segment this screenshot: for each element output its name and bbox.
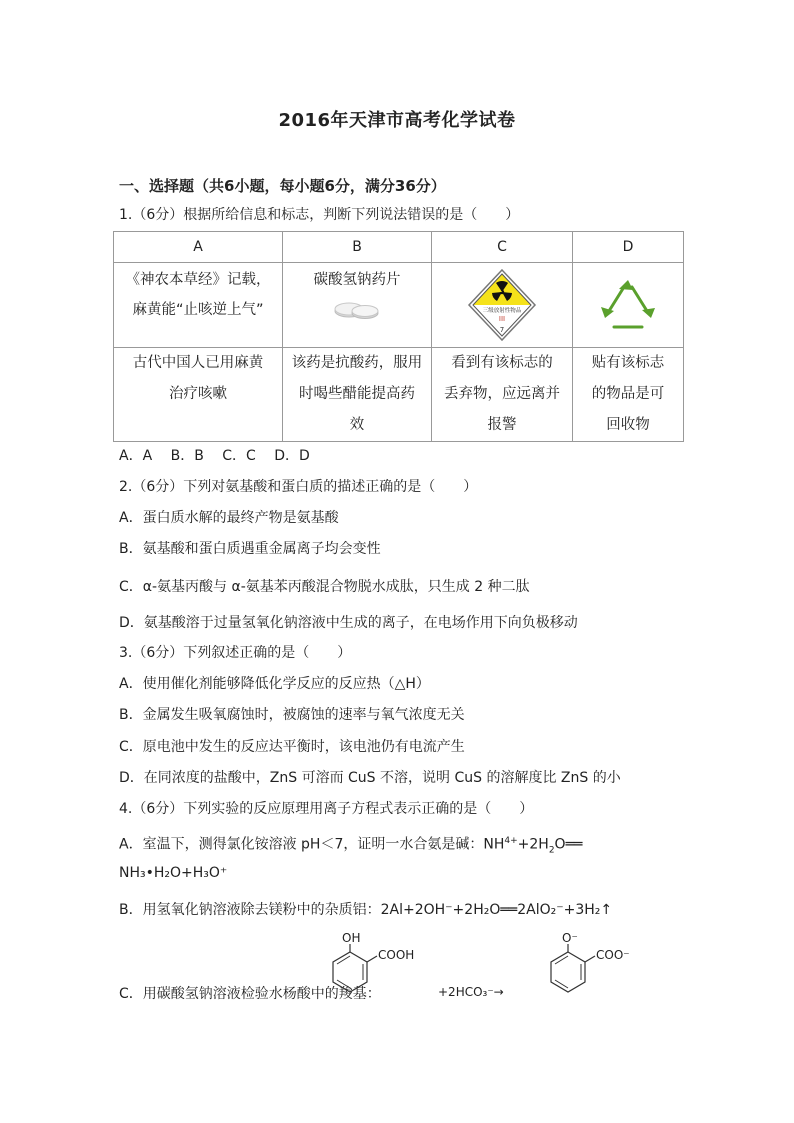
q4-option-a-text: A．室温下，测得氯化铵溶液 pH＜7，证明一水合氨是碱： xyxy=(119,836,484,853)
q4-option-a-eq-sub: 2 xyxy=(548,845,555,856)
cell-b-info xyxy=(283,263,432,348)
q3-option-b: B．金属发生吸氧腐蚀时，被腐蚀的速率与氧气浓度无关 xyxy=(119,707,465,723)
cell-c-c-line2: 丢弃物，应远离并 xyxy=(444,386,560,402)
header-c: C xyxy=(432,232,573,263)
cell-a-c-line1: 古代中国人已用麻黄 xyxy=(132,355,264,371)
page-title: 2016年天津市高考化学试卷 xyxy=(278,110,516,131)
q4-option-a-eq-3: O══ xyxy=(554,836,583,853)
cell-b-conclusion xyxy=(283,348,432,442)
sign-class-roman: III xyxy=(498,315,506,323)
cooh-label: COOH xyxy=(378,948,415,962)
q4-option-b-eq: 2Al+2OH⁻+2H₂O══2AlO₂⁻+3H₂↑ xyxy=(380,902,613,918)
q3-option-c: C．原电池中发生的反应达平衡时，该电池仍有电流产生 xyxy=(119,739,465,755)
q4-option-a-eq-2: +2H xyxy=(517,836,549,853)
o-minus-label: O⁻ xyxy=(562,931,578,945)
q2-option-b: B．氨基酸和蛋白质遇重金属离子均会变性 xyxy=(119,541,381,557)
q4-option-c-text: C．用碳酸氢钠溶液检验水杨酸中的羧基： xyxy=(119,986,381,1002)
cell-b-c-line1: 该药是抗酸药，服用 xyxy=(291,355,423,371)
q1-answer-choices: A．A B．B C．C D．D xyxy=(119,448,310,464)
header-a: A xyxy=(114,232,283,263)
cell-d-c-line1: 贴有该标志 xyxy=(591,355,665,371)
cell-a-line2: 麻黄能“止咳逆上气” xyxy=(132,302,264,318)
recycle-icon xyxy=(597,277,659,335)
coo-minus-label: COO⁻ xyxy=(596,948,630,962)
cell-c-conclusion xyxy=(432,348,573,442)
sign-text: 三级放射性物品 xyxy=(482,308,522,314)
q1-option-table xyxy=(113,231,684,442)
header-b: B xyxy=(283,232,432,263)
cell-c-c-line3: 报警 xyxy=(487,417,517,433)
cell-a-info xyxy=(114,263,283,348)
q3-option-a: A．使用催化剂能够降低化学反应的反应热（△H） xyxy=(119,676,430,692)
cell-c-c-line1: 看到有该标志的 xyxy=(451,355,553,371)
cell-a-c-line2: 治疗咳嗽 xyxy=(169,386,227,402)
tablet-pills-icon xyxy=(327,295,387,325)
q2-stem: 2.（6分）下列对氨基酸和蛋白质的描述正确的是（ ） xyxy=(119,479,478,495)
q4-option-a-cont: NH₃•H₂O+H₃O⁺ xyxy=(119,865,228,881)
q1-stem: 1.（6分）根据所给信息和标志，判断下列说法错误的是（ ） xyxy=(119,207,520,223)
q4-option-a-eq-1: NH xyxy=(483,836,505,853)
radioactive-warning-sign-icon xyxy=(467,268,537,342)
q3-stem: 3.（6分）下列叙述正确的是（ ） xyxy=(119,645,352,661)
cell-b-c-line2: 时喝些醋能提高药 xyxy=(299,386,415,402)
q4-option-b-text: B．用氢氧化钠溶液除去镁粉中的杂质铝： xyxy=(119,902,381,918)
oh-label: OH xyxy=(342,931,361,945)
section-heading: 一、选择题（共6小题，每小题6分，满分36分） xyxy=(119,177,446,195)
q4-option-c xyxy=(119,930,719,1000)
q4-option-a-eq-sup: 4+ xyxy=(504,836,518,846)
cell-d-conclusion xyxy=(573,348,684,442)
cell-a-conclusion xyxy=(114,348,283,442)
q2-option-a: A．蛋白质水解的最终产物是氨基酸 xyxy=(119,510,339,526)
cell-d-c-line2: 的物品是可 xyxy=(591,386,665,402)
cell-b-c-line3: 效 xyxy=(349,417,365,433)
cell-d-info xyxy=(573,263,684,348)
header-d: D xyxy=(573,232,684,263)
q4-stem: 4.（6分）下列实验的反应原理用离子方程式表示正确的是（ ） xyxy=(119,801,534,817)
q4-option-a xyxy=(119,831,675,860)
q3-option-d: D．在同浓度的盐酸中，ZnS 可溶而 CuS 不溶，说明 CuS 的溶解度比 ZnS 的小 xyxy=(119,770,621,786)
q2-option-c: C．α-氨基丙酸与 α-氨基苯丙酸混合物脱水成肽，只生成 2 种二肽 xyxy=(119,579,530,595)
salicylic-acid-reaction-icon xyxy=(315,930,695,1000)
q4-option-b xyxy=(119,900,612,920)
bicarbonate-label: +2HCO₃⁻→ xyxy=(438,985,504,999)
cell-b-line1: 碳酸氢钠药片 xyxy=(313,272,401,288)
cell-d-c-line3: 回收物 xyxy=(606,417,650,433)
cell-c-info xyxy=(432,263,573,348)
sign-class-number: 7 xyxy=(499,326,505,334)
q2-option-d: D．氨基酸溶于过量氢氧化钠溶液中生成的离子，在电场作用下向负极移动 xyxy=(119,615,578,631)
cell-a-line1: 《神农本草经》记载， xyxy=(125,272,271,288)
